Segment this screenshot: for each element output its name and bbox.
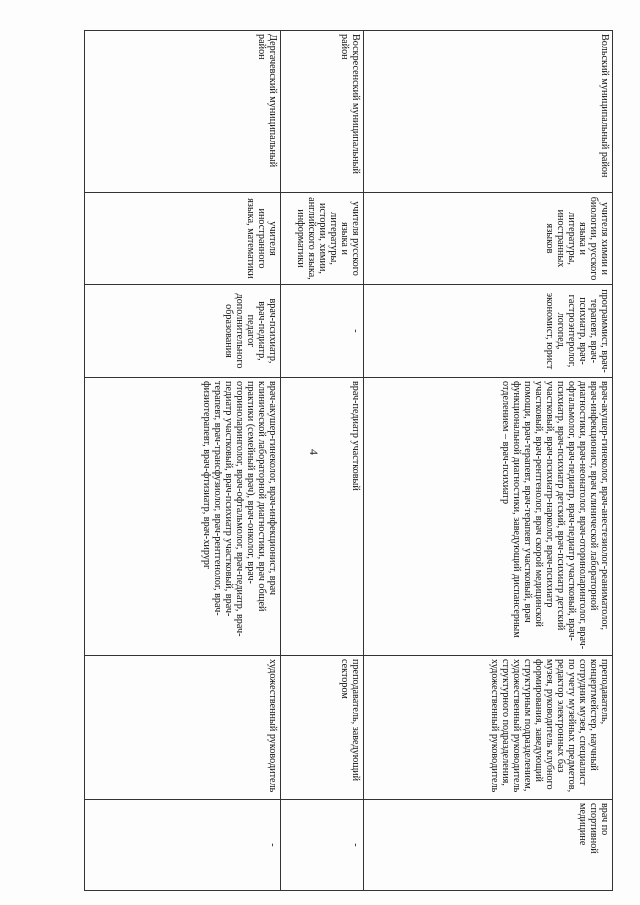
district-cell: Воскресенский муниципальный район <box>281 31 364 193</box>
table-row <box>281 31 364 891</box>
table-row <box>85 31 281 891</box>
doctors-cell: врач-акушер-гинеколог, врач-анестезиолог-реаниматолог, врач-инфекционист, врач клинической лабораторной диагностики, врач-неонатолог, врач-оториноларинголог, врач-офтальмолог, врач-педиатр, врач-педиатр участковый, врач-психиатр, врач-психиатр детский, врач-психиатр детский участковый, врач-психиатр-нарколог, врач-психиатр участковый, врач-рентгенолог, врач скорой медицинской помощи, врач-терапевт, врач-терапевт участковый, врач функциональной диагностики, заведующий диспансерным отделением – врач-психиатр <box>364 378 613 656</box>
table-container <box>85 30 613 890</box>
doctors-cell: врач-акушер-гинеколог, врач-инфекционист, врач клинической лабораторной диагностики, врач общей практики (семейный врач), врач-онколог, врач-оториноларинголог, врач-офтальмолог, врач-педиатр, врач-педиатр участковый, врач-психиатр участковый, врач-терапевт, врач-трансфузиолог, врач-рентгенолог, врач-физиотерапевт, врач-фтизиатр, врач-хирург <box>85 378 281 656</box>
sport-cell: - <box>85 800 281 891</box>
culture-cell: художественный руководитель <box>85 656 281 800</box>
district-cell: Вольский муниципальный район <box>364 31 613 193</box>
specialists-cell: программист, врач-терапевт, врач-психиатр, врач-гастроэнтеролог, логопед, экономист, юрист <box>364 285 613 378</box>
specialists-cell: врач-психиатр, врач-педиатр, педагог дополнительного образования <box>85 285 281 378</box>
teachers-cell: учителя химии и биологии, русского языка и литературы, иностранных языков <box>364 193 613 285</box>
district-cell: Дергачевский муниципальный район <box>85 31 281 193</box>
culture-cell: преподаватель, заведующий сектором <box>281 656 364 800</box>
doctors-cell: врач-педиатр участковый <box>281 378 364 656</box>
sport-cell: врач по спортивной медицине <box>364 800 613 891</box>
culture-cell: преподаватель, концертмейстер, научный сотрудник музея, специалист по учету музейных предметов, редактор электронных баз музея, руководитель клубного формирования, заведующий структурным подразделением, художественный руководитель структурного подразделения, художественный руководитель <box>364 656 613 800</box>
table-row <box>364 31 613 891</box>
teachers-cell: учителя русского языка и литературы, истории, химии, английского языка, информатики <box>281 193 364 285</box>
teachers-cell: учителя иностранного языка, математики <box>85 193 281 285</box>
specialists-cell: - <box>281 285 364 378</box>
vacancies-table <box>84 30 613 891</box>
page-number: 4 <box>307 449 321 455</box>
sport-cell: - <box>281 800 364 891</box>
